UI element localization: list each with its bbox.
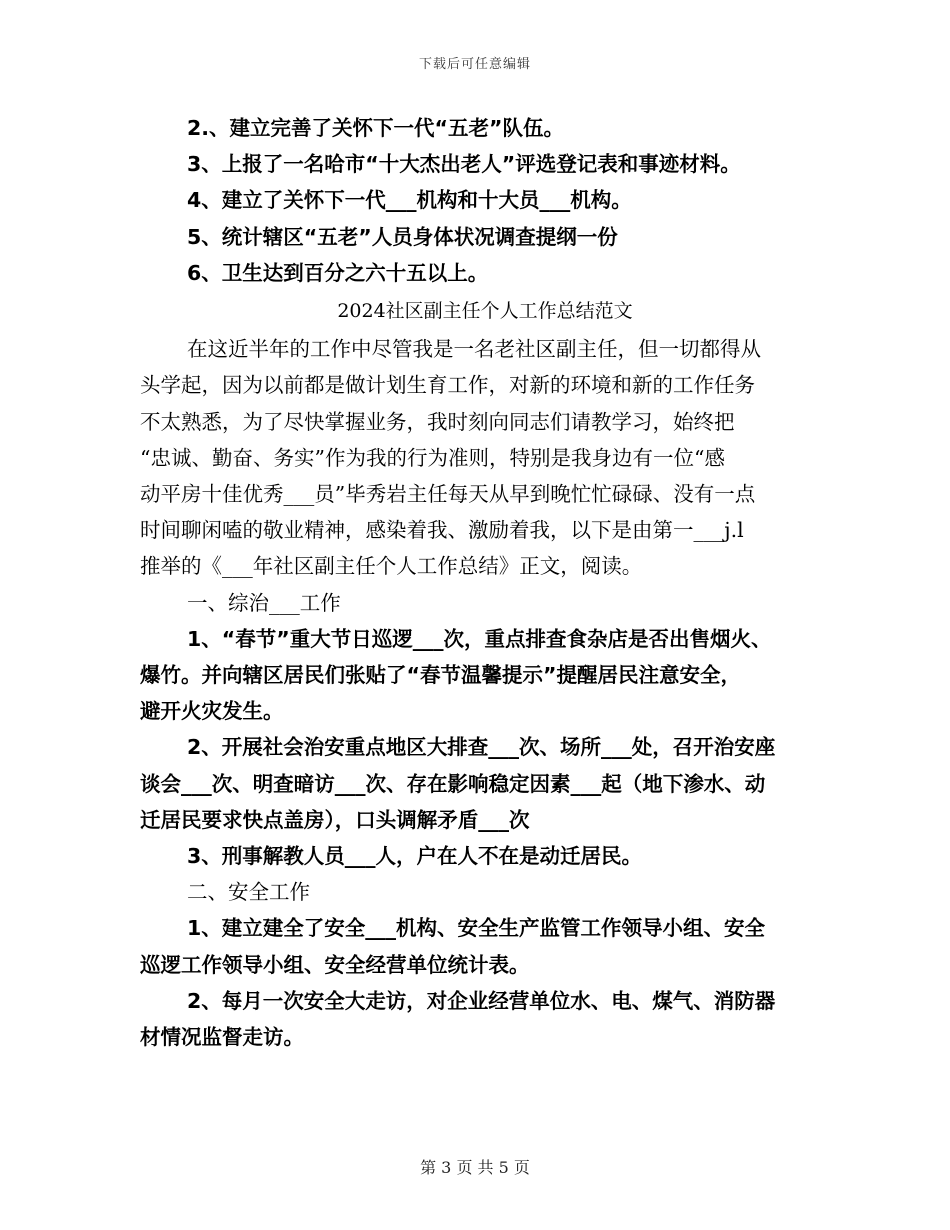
list-item: 6、卫生达到百分之六十五以上。 [187, 260, 489, 285]
paragraph-line: 1、“春节”重大节日巡逻___次，重点排查食杂店是否出售烟火、 [187, 626, 772, 651]
paragraph-line: 1、建立建全了安全___机构、安全生产监管工作领导小组、安全 [187, 916, 766, 941]
section-item [140, 729, 830, 838]
document-body [140, 110, 830, 1055]
paragraph-line: 迁居民要求快点盖房），口头调解矛盾___次 [140, 807, 530, 832]
paragraph-line: 不太熟悉，为了尽快掌握业务，我时刻向同志们请教学习，始终把 [140, 409, 735, 434]
section-heading: 二、安全工作 [187, 880, 310, 905]
paragraph-line: 在这近半年的工作中尽管我是一名老社区副主任，但一切都得从 [187, 337, 761, 362]
paragraph-line: 爆竹。并向辖区居民们张贴了“春节温馨提示”提醒居民注意安全， [140, 663, 741, 688]
paragraph-line: 材情况监督走访。 [140, 1025, 304, 1050]
section-heading: 一、综治___工作 [187, 590, 341, 615]
paragraph-line: 避开火灾发生。 [140, 699, 284, 724]
paragraph-line: 时间聊闲嗑的敬业精神，感染着我、激励着我，以下是由第一___j.l [140, 518, 744, 543]
paragraph-line: 动平房十佳优秀___员”毕秀岩主任每天从早到晚忙忙碌碌、没有一点 [140, 482, 756, 507]
page-footer: 第 3 页 共 5 页 [420, 1158, 530, 1177]
paragraph-line: 2、每月一次安全大走访，对企业经营单位水、电、煤气、消防器 [187, 988, 776, 1013]
paragraph-line: 推举的《___年社区副主任个人工作总结》正文，阅读。 [140, 554, 643, 579]
list-item: 5、统计辖区“五老”人员身体状况调查提纲一份 [187, 224, 618, 249]
section-item [140, 983, 830, 1055]
section-item [140, 910, 830, 982]
list-item: 3、上报了一名哈市“十大杰出老人”评选登记表和事迹材料。 [187, 152, 741, 177]
page-header: 下载后可任意编辑 [418, 57, 531, 72]
list-item: 4、建立了关怀下一代___机构和十大员___机构。 [187, 188, 632, 213]
paragraph-line: 头学起，因为以前都是做计划生育工作，对新的环境和新的工作任务 [140, 373, 755, 398]
document-title: 2024社区副主任个人工作总结范文 [337, 300, 633, 323]
paragraph-line: “忠诚、勤奋、务实”作为我的行为准则，特别是我身边有一位“感 [140, 445, 725, 470]
section-item [140, 838, 830, 874]
paragraph-line: 巡逻工作领导小组、安全经营单位统计表。 [140, 952, 530, 977]
list-item: 2.、建立完善了关怀下一代“五老”队伍。 [187, 116, 564, 140]
paragraph-line: 3、刑事解教人员___人，户在人不在是动迁居民。 [187, 844, 643, 869]
paragraph-line: 谈会___次、明查暗访___次、存在影响稳定因素___起（地下渗水、动 [140, 771, 766, 796]
intro-paragraph [140, 331, 830, 584]
paragraph-line: 2、开展社会治安重点地区大排查___次、场所___处，召开治安座 [187, 735, 776, 760]
section-item [140, 621, 830, 730]
